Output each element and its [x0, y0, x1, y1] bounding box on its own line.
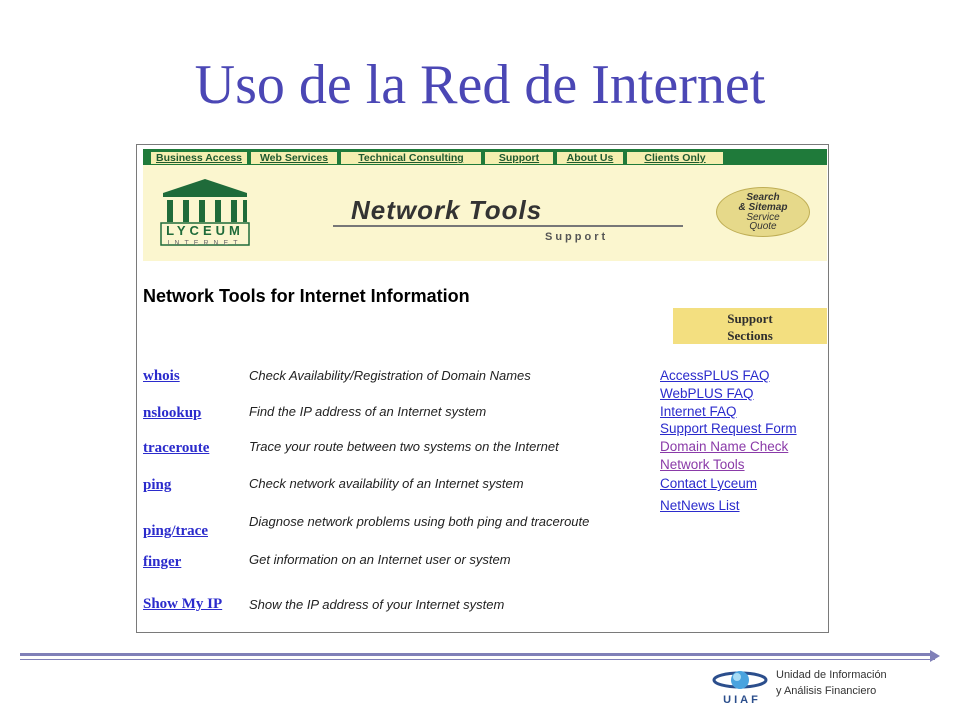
tool-link-ping-trace[interactable]: ping/trace — [143, 523, 208, 539]
nav-tab-support[interactable]: Support — [485, 152, 553, 164]
slide-title: Uso de la Red de Internet — [194, 54, 766, 116]
tool-link-show-my-ip[interactable]: Show My IP — [143, 596, 223, 612]
quote-line: Quote — [749, 221, 777, 232]
nav-tab-clients-only[interactable]: Clients Only — [627, 152, 723, 164]
tool-desc-ping: Check network availability of an Internet system — [249, 476, 524, 491]
tool-desc-finger: Get information on an Internet user or system — [249, 552, 511, 567]
nav-tab-technical-consulting[interactable]: Technical Consulting — [341, 152, 481, 164]
support-link-internet-faq[interactable]: Internet FAQ — [660, 404, 737, 419]
tool-desc-ping-trace: Diagnose network problems using both ping and traceroute — [249, 514, 590, 529]
support-link-accessplus-faq[interactable]: AccessPLUS FAQ — [660, 368, 770, 383]
tool-desc-nslookup: Find the IP address of an Internet system — [249, 404, 487, 419]
footer-rule — [20, 653, 935, 656]
banner-divider — [333, 225, 683, 227]
search-sitemap-button[interactable] — [716, 187, 810, 237]
site-banner — [143, 165, 827, 261]
banner-title: Network Tools — [351, 195, 543, 225]
sitemap-line: & Sitemap — [738, 202, 788, 213]
banner-subtitle: Support — [545, 231, 609, 243]
tool-desc-traceroute: Trace your route between two systems on the Internet — [249, 439, 559, 454]
support-link-domain-name-check[interactable]: Domain Name Check — [660, 439, 789, 454]
tool-link-nslookup[interactable]: nslookup — [143, 405, 202, 421]
tool-link-ping[interactable]: ping — [143, 477, 172, 493]
service-line: Service — [746, 212, 780, 223]
uiaf-logo-text: UIAF — [723, 694, 761, 706]
support-link-netnews-list[interactable]: NetNews List — [660, 498, 740, 513]
browser-screenshot — [136, 144, 829, 633]
page-heading: Network Tools for Internet Information — [143, 286, 470, 306]
support-sections-header — [673, 308, 827, 344]
support-link-network-tools[interactable]: Network Tools — [660, 457, 745, 472]
org-line-1: Unidad de Información — [776, 669, 887, 681]
top-navigation-bar — [143, 149, 827, 165]
support-link-contact-lyceum[interactable]: Contact Lyceum — [660, 476, 758, 491]
logo-text: LYCEUM — [166, 223, 244, 238]
support-link-webplus-faq[interactable]: WebPLUS FAQ — [660, 386, 754, 401]
support-link-support-request-form[interactable]: Support Request Form — [660, 421, 797, 436]
nav-tab-web-services[interactable]: Web Services — [251, 152, 337, 164]
footer-arrow-icon — [930, 650, 940, 662]
nav-tab-about-us[interactable]: About Us — [557, 152, 623, 164]
logo-subtext: INTERNET — [167, 240, 243, 247]
footer-rule-thin — [20, 659, 935, 660]
search-line: Search — [746, 192, 780, 203]
org-line-2: y Análisis Financiero — [776, 685, 877, 697]
tool-link-whois[interactable]: whois — [143, 368, 180, 384]
tool-desc-whois: Check Availability/Registration of Domain Names — [249, 368, 531, 383]
uiaf-logo-icon — [712, 664, 772, 706]
organization-name — [776, 667, 887, 699]
support-box-line1: Support — [727, 311, 773, 326]
tool-desc-show-my-ip: Show the IP address of your Internet system — [249, 597, 505, 612]
tool-link-traceroute[interactable]: traceroute — [143, 440, 210, 456]
tool-link-finger[interactable]: finger — [143, 554, 182, 570]
support-box-line2: Sections — [727, 328, 773, 343]
nav-tab-business-access[interactable]: Business Access — [151, 152, 247, 164]
